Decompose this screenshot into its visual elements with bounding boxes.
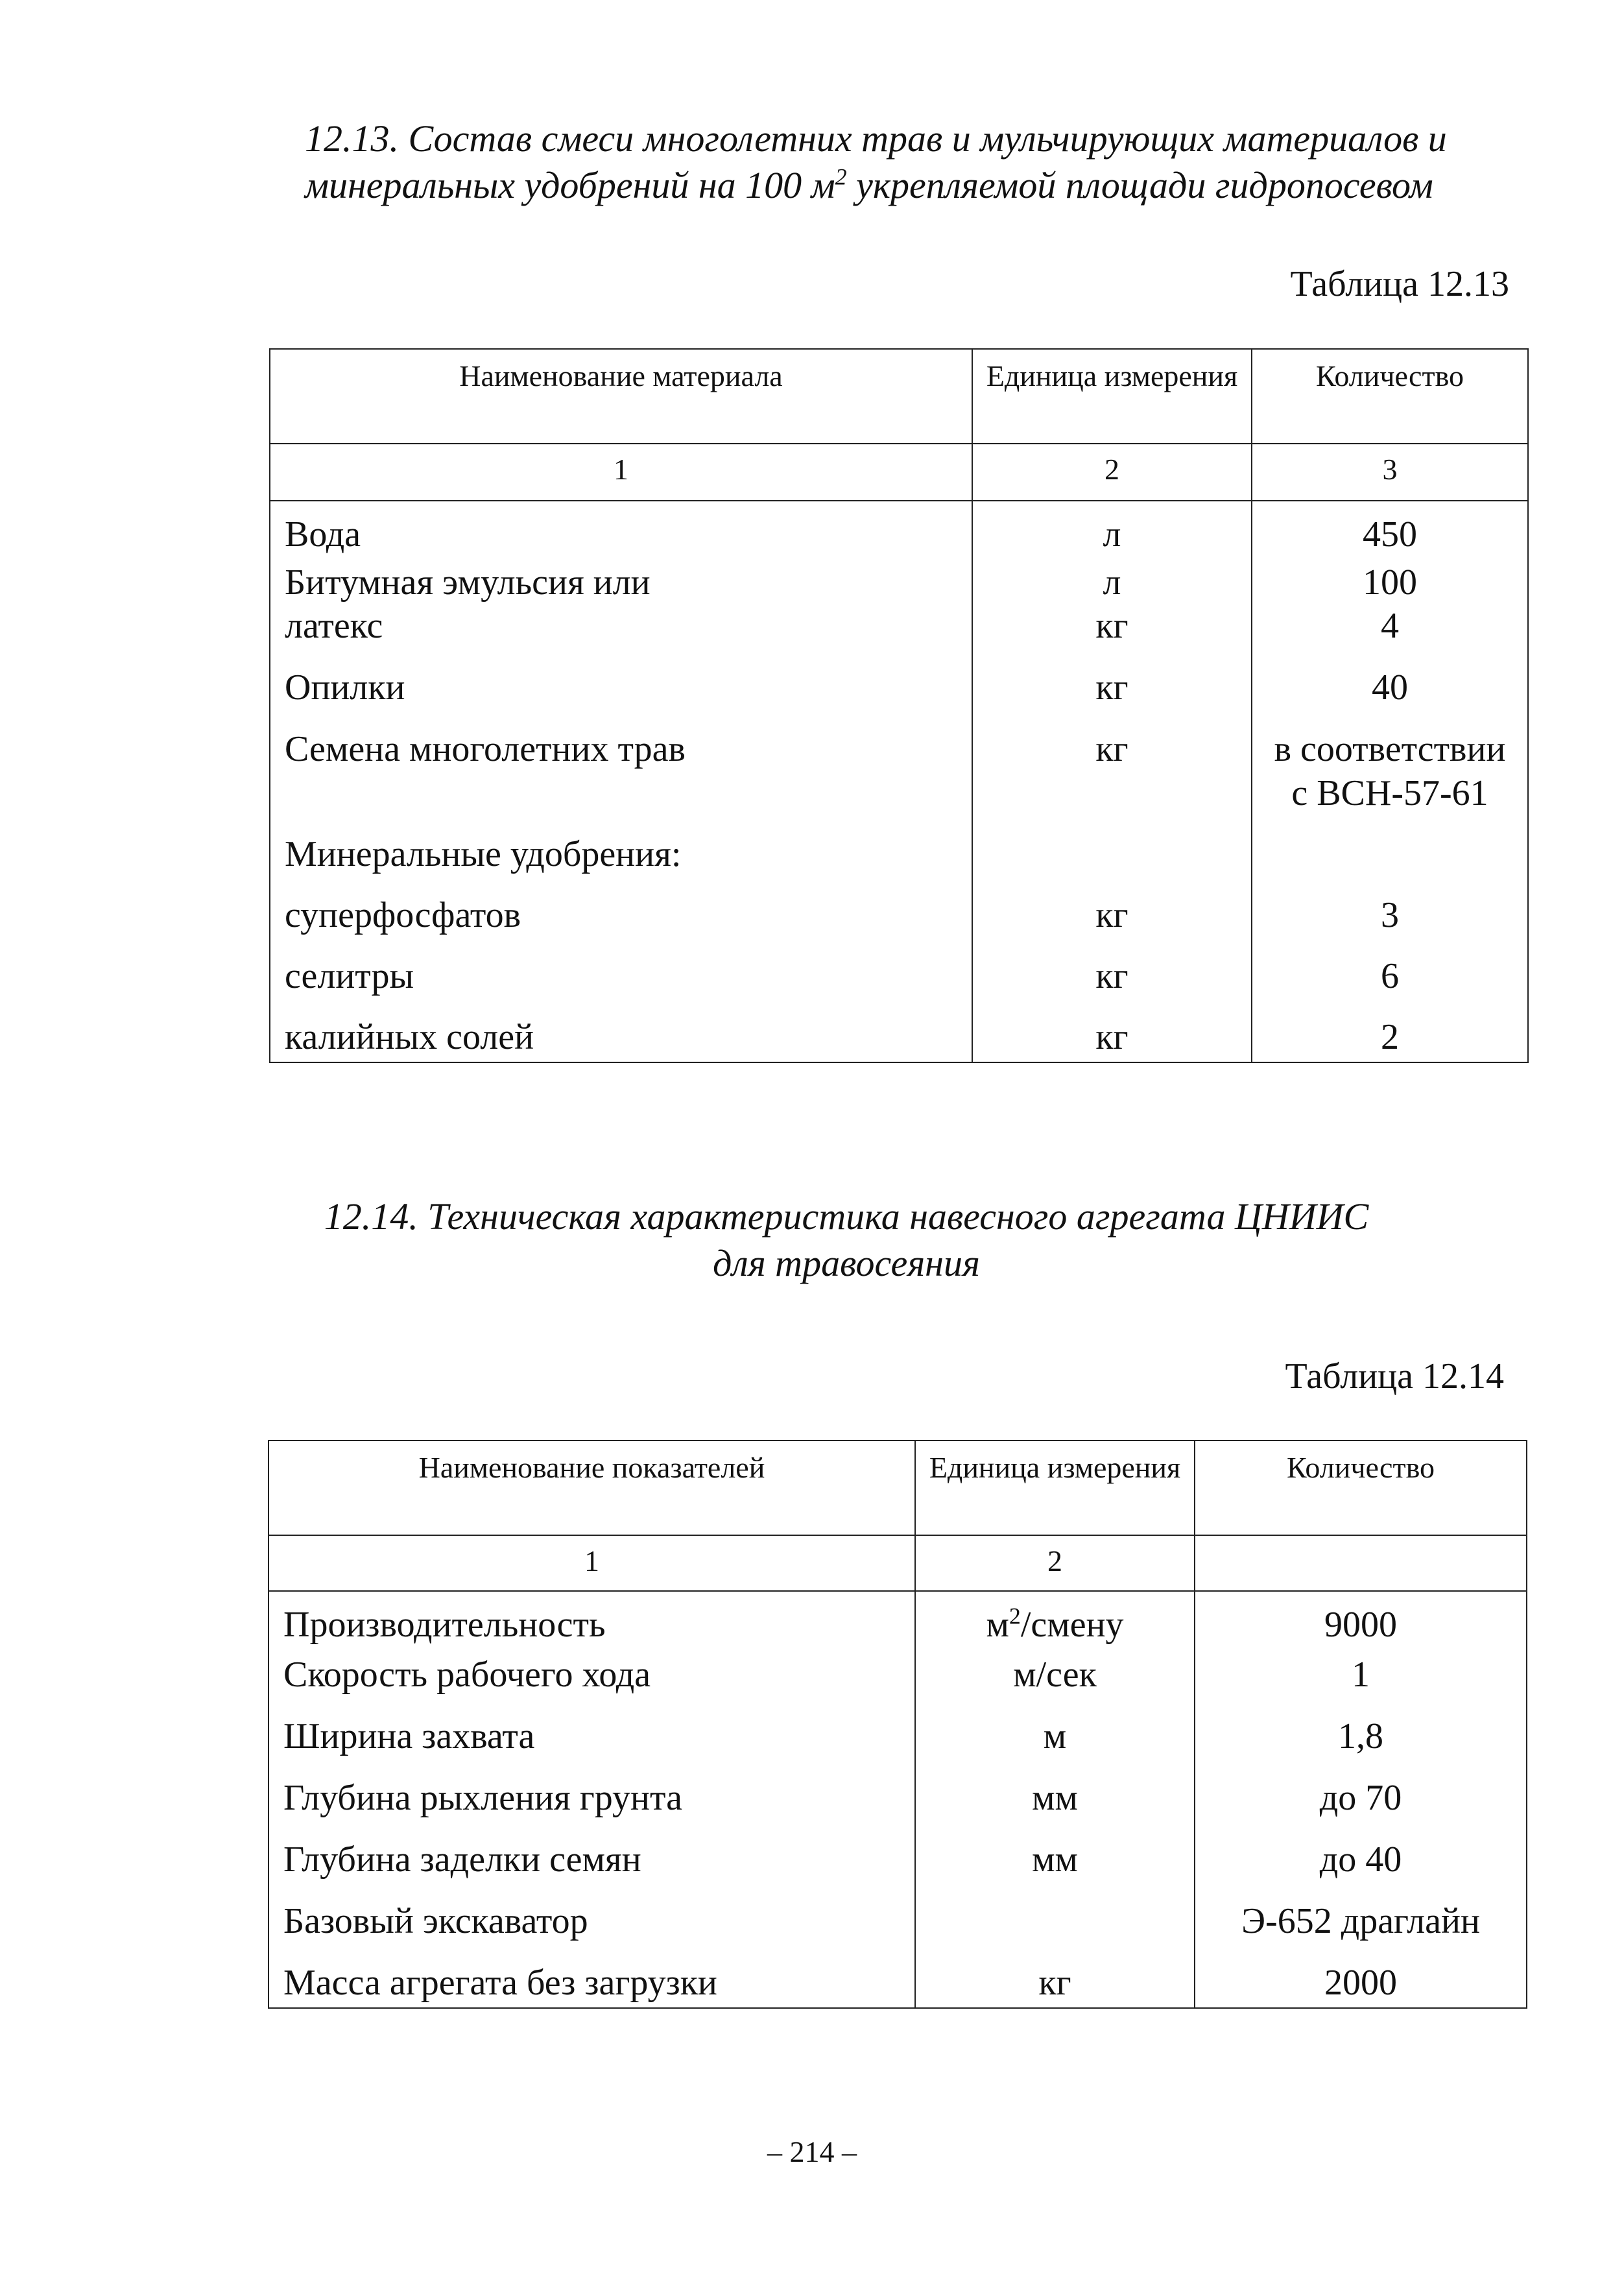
material-quantity: 450 [1252,501,1528,561]
material-unit: кг [972,1016,1252,1062]
parameter-name: Масса агрегата без загрузки [269,1961,915,2008]
material-name: Семена многолетних трав [270,728,972,772]
parameter-quantity: 2000 [1195,1961,1527,2008]
table-12-13-label: Таблица 12.13 [1290,264,1509,304]
material-name: Битумная эмульсия или [270,561,972,604]
material-unit: л [972,501,1252,561]
parameter-quantity: до 70 [1195,1777,1527,1838]
column-header-unit: Единица измерения [972,349,1252,444]
material-unit: кг [972,894,1252,955]
table-row [269,1900,1527,1961]
material-name: селитры [270,955,972,1016]
table-row [270,894,1528,955]
table-row [270,501,1528,561]
table-12-14 [268,1440,1527,2009]
column-header-quantity: Количество [1252,349,1528,444]
parameter-quantity: 1 [1195,1653,1527,1715]
column-number-3: 3 [1252,444,1528,501]
parameter-name: Глубина заделки семян [269,1838,915,1900]
material-name [270,772,972,833]
heading-line-1: 12.14. Техническая характеристика навесного агрегата ЦНИИС [324,1195,1369,1238]
page-number: – 214 – [767,2135,857,2168]
parameter-quantity: 1,8 [1195,1715,1527,1777]
heading-line-2-text-end: укрепляемой площади гидропосевом [846,164,1433,206]
material-unit: кг [972,728,1252,772]
material-unit: л [972,561,1252,604]
table-row [270,833,1528,894]
material-name: Минеральные удобрения: [270,833,972,894]
heading-superscript: 2 [835,163,847,190]
table-row [270,772,1528,833]
table-row [269,1961,1527,2008]
material-quantity [1252,833,1528,894]
heading-line-2-text: минеральных удобрений на 100 м [305,164,835,206]
column-number-3 [1195,1535,1527,1591]
table-row [270,561,1528,604]
material-quantity: 4 [1252,604,1528,666]
column-header-name: Наименование показателей [269,1441,915,1535]
table-row [269,1653,1527,1715]
material-quantity: 100 [1252,561,1528,604]
table-row [269,1838,1527,1900]
table-row [270,666,1528,728]
material-quantity: 6 [1252,955,1528,1016]
table-12-13 [269,348,1529,1063]
material-unit [972,772,1252,833]
table-12-14-label: Таблица 12.14 [1285,1356,1504,1396]
table-row [270,1016,1528,1062]
material-name: калийных солей [270,1016,972,1062]
parameter-unit [915,1591,1195,1653]
table-row [270,955,1528,1016]
column-header-quantity: Количество [1195,1441,1527,1535]
parameter-name: Производительность [269,1591,915,1653]
parameter-name: Глубина рыхления грунта [269,1777,915,1838]
table-row [270,728,1528,772]
table-row [270,604,1528,666]
unit-superscript: 2 [1009,1603,1021,1629]
parameter-unit: мм [915,1838,1195,1900]
column-number-1: 1 [269,1535,915,1591]
table-row [269,1591,1527,1653]
material-unit: кг [972,955,1252,1016]
column-number-2: 2 [915,1535,1195,1591]
material-name: суперфосфатов [270,894,972,955]
parameter-quantity: до 40 [1195,1838,1527,1900]
material-name: Опилки [270,666,972,728]
parameter-unit: кг [915,1961,1195,2008]
parameter-quantity: Э-652 драглайн [1195,1900,1527,1961]
column-header-name: Наименование материала [270,349,972,444]
parameter-unit [915,1900,1195,1961]
parameter-unit: м [915,1715,1195,1777]
parameter-unit: мм [915,1777,1195,1838]
parameter-name: Скорость рабочего хода [269,1653,915,1715]
column-number-2: 2 [972,444,1252,501]
section-12-13-heading [305,115,1537,209]
table-row [269,1715,1527,1777]
parameter-quantity: 9000 [1195,1591,1527,1653]
section-12-14-heading [272,1193,1420,1287]
heading-line-2 [305,162,1537,209]
column-header-unit: Единица измерения [915,1441,1195,1535]
material-unit [972,833,1252,894]
parameter-name: Базовый экскаватор [269,1900,915,1961]
table-row [269,1777,1527,1838]
material-quantity: в соответствии [1252,728,1528,772]
unit-text: м [986,1605,1009,1645]
material-unit: кг [972,604,1252,666]
heading-line-1: 12.13. Состав смеси многолетних трав и мульчирующих материалов и [305,117,1447,160]
material-unit: кг [972,666,1252,728]
heading-line-2: для травосеяния [713,1242,980,1284]
unit-text-end: /смену [1020,1605,1124,1645]
material-name: Вода [270,501,972,561]
material-quantity: 2 [1252,1016,1528,1062]
column-number-1: 1 [270,444,972,501]
material-name: латекс [270,604,972,666]
material-quantity: 40 [1252,666,1528,728]
material-quantity: с ВСН-57-61 [1252,772,1528,833]
parameter-name: Ширина захвата [269,1715,915,1777]
material-quantity: 3 [1252,894,1528,955]
parameter-unit: м/сек [915,1653,1195,1715]
